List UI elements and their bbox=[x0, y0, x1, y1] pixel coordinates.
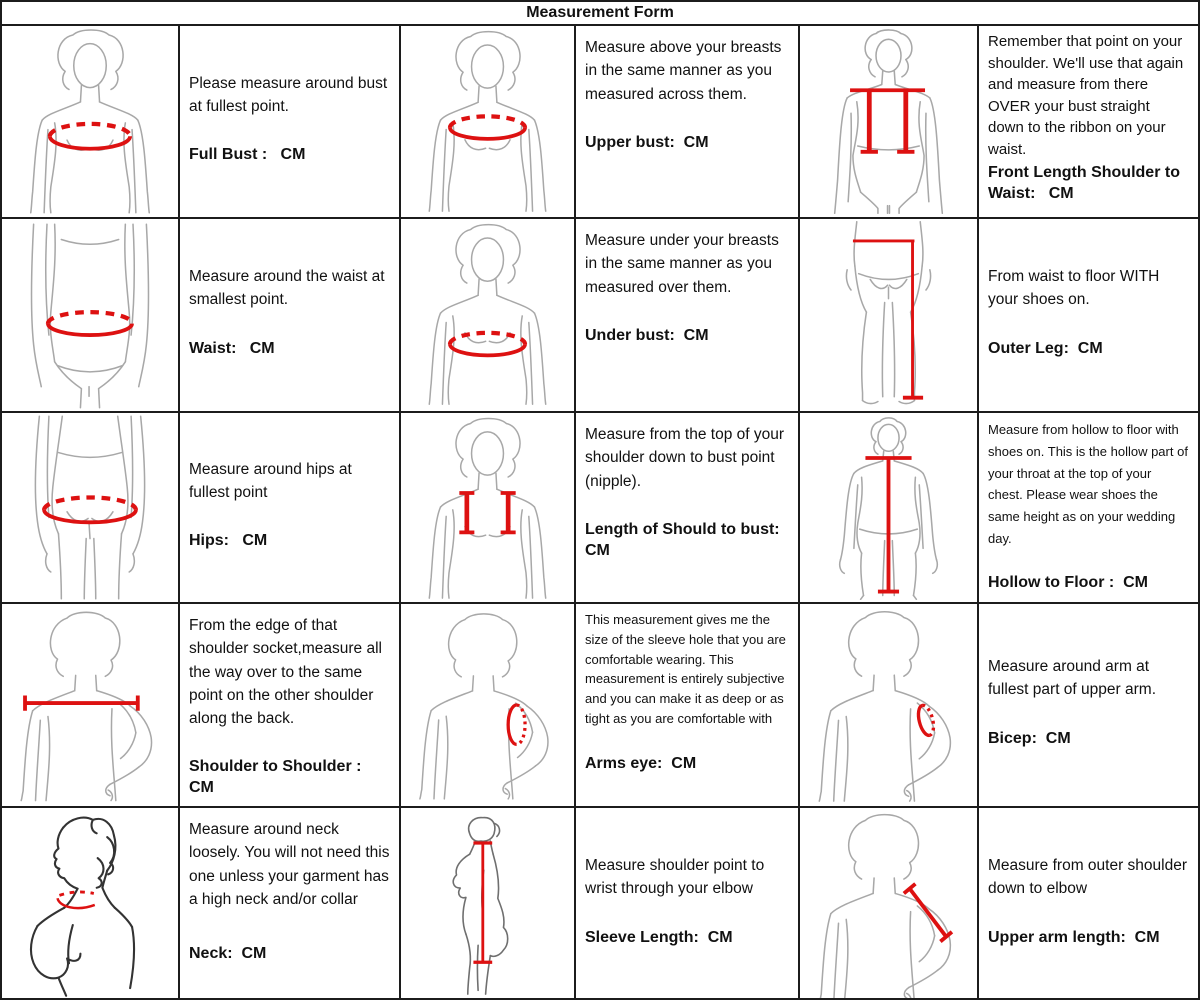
arms-eye-figure bbox=[403, 606, 572, 804]
upper-bust-instructions bbox=[576, 26, 800, 219]
hollow-to-floor-paragraph: Measure from hollow to floor with shoes on. This is the hollow part of your throat at the top of your chest. Please wear shoes the same height as on your wedding day. bbox=[988, 422, 1188, 547]
hips-figure bbox=[4, 415, 176, 600]
upper-bust-figure-cell bbox=[401, 26, 576, 219]
shoulder-to-shoulder-figure-cell bbox=[2, 604, 180, 808]
under-bust-label: Under bust: CM bbox=[585, 326, 709, 344]
under-bust-paragraph: Measure under your breasts in the same manner as you measured over them. bbox=[585, 232, 779, 296]
upper-bust-figure bbox=[403, 28, 572, 215]
shoulder-to-shoulder-paragraph: From the edge of that shoulder socket,measure all the way over to the same point on the other shoulder along the back. bbox=[189, 617, 382, 727]
full-bust-figure bbox=[4, 28, 176, 215]
full-bust-label: Full Bust : CM bbox=[189, 146, 306, 164]
upper-arm-length-figure-cell bbox=[800, 808, 979, 1000]
full-bust-figure-cell bbox=[2, 26, 180, 219]
shoulder-to-bust-paragraph: Measure from the top of your shoulder down to bust point (nipple). bbox=[585, 426, 785, 490]
shoulder-to-shoulder-figure bbox=[4, 606, 176, 804]
waist-paragraph: Measure around the waist at smallest point. bbox=[189, 268, 385, 309]
hips-paragraph: Measure around hips at fullest point bbox=[189, 460, 352, 501]
shoulder-to-shoulder-instructions bbox=[180, 604, 401, 808]
form-title: Measurement Form bbox=[2, 2, 1198, 26]
outer-leg-paragraph: From waist to floor WITH your shoes on. bbox=[988, 268, 1160, 309]
sleeve-length-paragraph: Measure shoulder point to wrist through your elbow bbox=[585, 857, 765, 898]
shoulder-to-bust-figure-cell bbox=[401, 413, 576, 604]
upper-arm-length-paragraph: Measure from outer shoulder down to elbow bbox=[988, 857, 1188, 898]
under-bust-figure-cell bbox=[401, 219, 576, 413]
sleeve-length-label: Sleeve Length: CM bbox=[585, 928, 733, 946]
full-bust-instructions bbox=[180, 26, 401, 219]
under-bust-figure bbox=[403, 221, 572, 409]
neck-instructions bbox=[180, 808, 401, 1000]
upper-arm-length-label: Upper arm length: CM bbox=[988, 928, 1160, 946]
front-length-label: Front Length Shoulder to Waist: CM bbox=[988, 163, 1185, 202]
arms-eye-paragraph: This measurement gives me the size of the sleeve hole that you are comfortable wearing. This measurement is entirely subjective and you can make it as deep or as tight as you are comfortable with bbox=[585, 612, 786, 726]
arms-eye-instructions bbox=[576, 604, 800, 808]
shoulder-to-shoulder-label: Shoulder to Shoulder : CM bbox=[189, 758, 366, 797]
bicep-figure-cell bbox=[800, 604, 979, 808]
front-length-figure-cell bbox=[800, 26, 979, 219]
neck-figure-cell bbox=[2, 808, 180, 1000]
sleeve-length-figure-cell bbox=[401, 808, 576, 1000]
arms-eye-figure-cell bbox=[401, 604, 576, 808]
outer-leg-label: Outer Leg: CM bbox=[988, 339, 1103, 357]
upper-bust-label: Upper bust: CM bbox=[585, 133, 709, 151]
neck-paragraph: Measure around neck loosely. You will not need this one unless your garment has a high neck and/or collar bbox=[189, 821, 390, 908]
sleeve-length-figure bbox=[403, 810, 572, 998]
front-length-figure bbox=[802, 28, 975, 215]
bicep-figure bbox=[802, 606, 975, 804]
under-bust-instructions bbox=[576, 219, 800, 413]
hips-label: Hips: CM bbox=[189, 532, 268, 550]
neck-label: Neck: CM bbox=[189, 945, 267, 962]
outer-leg-figure-cell bbox=[800, 219, 979, 413]
hollow-to-floor-figure-cell bbox=[800, 413, 979, 604]
hips-figure-cell bbox=[2, 413, 180, 604]
hollow-to-floor-figure bbox=[802, 415, 975, 600]
upper-bust-paragraph: Measure above your breasts in the same manner as you measured across them. bbox=[585, 39, 782, 103]
waist-figure-cell bbox=[2, 219, 180, 413]
hollow-to-floor-instructions bbox=[979, 413, 1198, 604]
shoulder-to-bust-label: Length of Should to bust: CM bbox=[585, 520, 789, 559]
full-bust-paragraph: Please measure around bust at fullest point. bbox=[189, 74, 388, 115]
sleeve-length-instructions bbox=[576, 808, 800, 1000]
waist-figure bbox=[4, 221, 176, 409]
outer-leg-instructions bbox=[979, 219, 1198, 413]
outer-leg-figure bbox=[802, 221, 975, 409]
neck-figure bbox=[4, 810, 176, 998]
measurement-grid bbox=[2, 26, 1198, 1000]
hips-instructions bbox=[180, 413, 401, 604]
upper-arm-length-instructions bbox=[979, 808, 1198, 1000]
hollow-to-floor-label: Hollow to Floor : CM bbox=[988, 573, 1148, 591]
front-length-instructions bbox=[979, 26, 1198, 219]
bicep-instructions bbox=[979, 604, 1198, 808]
bicep-paragraph: Measure around arm at fullest part of upper arm. bbox=[988, 658, 1156, 699]
waist-label: Waist: CM bbox=[189, 339, 275, 357]
arms-eye-label: Arms eye: CM bbox=[585, 754, 697, 772]
shoulder-to-bust-instructions bbox=[576, 413, 800, 604]
waist-instructions bbox=[180, 219, 401, 413]
bicep-label: Bicep: CM bbox=[988, 729, 1071, 747]
front-length-paragraph: Remember that point on your shoulder. We'll use that again and measure from there OVER your bust straight down to the ribbon on your waist. bbox=[988, 33, 1184, 158]
upper-arm-length-figure bbox=[802, 810, 975, 998]
shoulder-to-bust-figure bbox=[403, 415, 572, 600]
